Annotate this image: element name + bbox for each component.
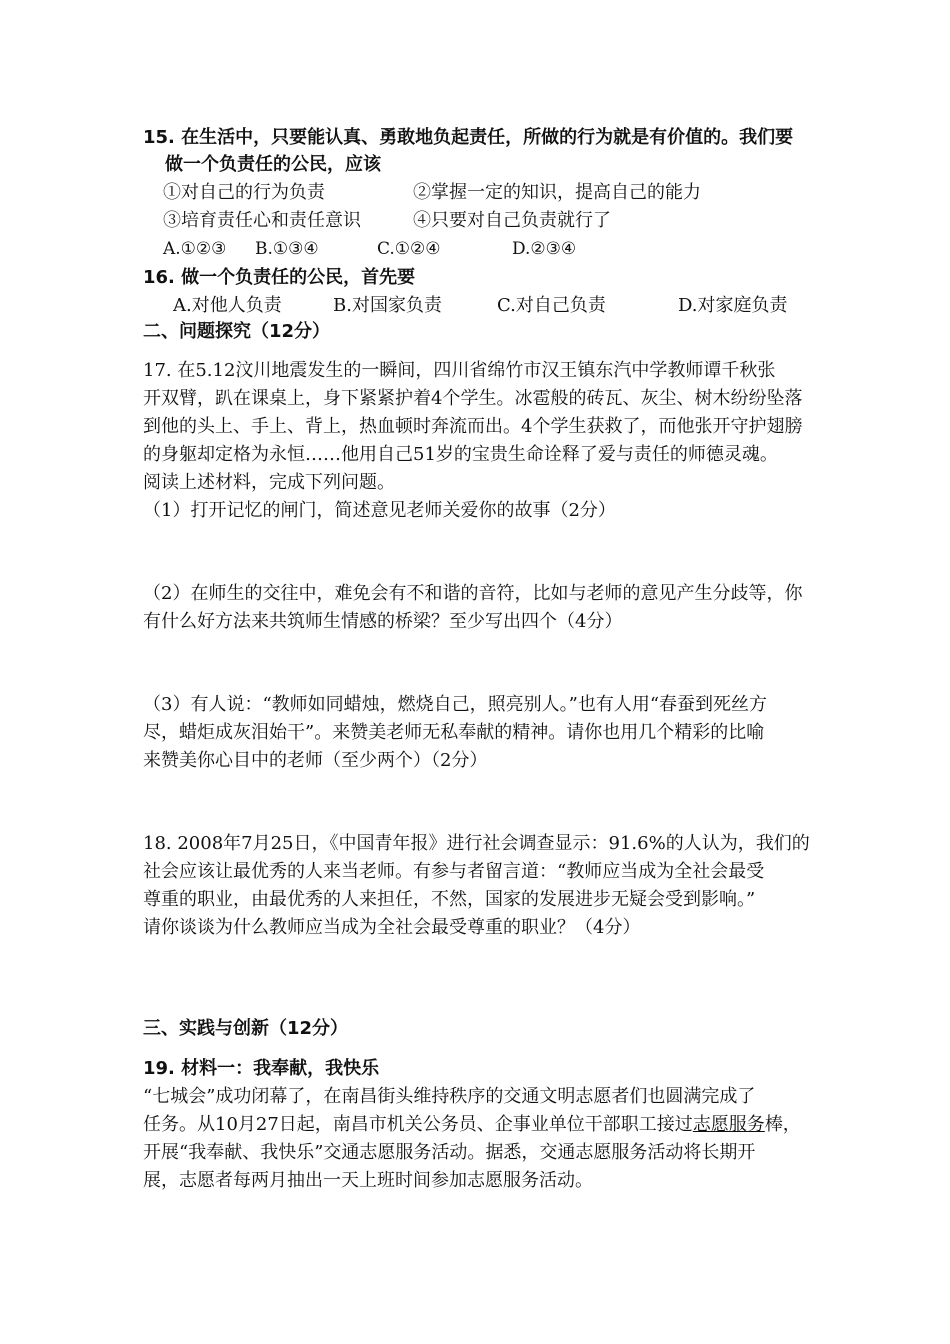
- q15-choice-a: A.①②③: [163, 239, 227, 259]
- q15-choice-c: C.①②④: [377, 239, 441, 259]
- volunteer-service-link[interactable]: 志愿服务: [692, 1114, 765, 1135]
- q17-passage-line: 开双臂，趴在课桌上，身下紧紧护着4个学生。冰雹般的砖瓦、灰尘、树木纷纷坠落: [143, 388, 803, 409]
- q19-passage-line2: [143, 1113, 801, 1137]
- q17-sub-question-3-line1: （3）有人说：“教师如同蜡烛，燃烧自己，照亮别人。”也有人用“春蚕到死丝方: [143, 694, 768, 715]
- q17-passage-line: 阅读上述材料，完成下列问题。: [143, 472, 395, 493]
- q17-sub-question-1: （1）打开记忆的闸门，简述意见老师关爱你的故事（2分）: [143, 500, 616, 521]
- q17-passage-line: 17. 在5.12汶川地震发生的一瞬间，四川省绵竹市汉王镇东汽中学教师谭千秋张: [143, 360, 776, 381]
- q18-passage-line: 请你谈谈为什么教师应当成为全社会最受尊重的职业？（4分）: [143, 917, 641, 938]
- q16-choice-b: B.对国家负责: [333, 295, 442, 316]
- q19-passage-line4: 展，志愿者每两月抽出一天上班时间参加志愿服务活动。: [143, 1170, 593, 1191]
- section-2-heading: 二、问题探究（12分）: [143, 321, 331, 342]
- q18-passage-line: 18. 2008年7月25日，《中国青年报》进行社会调查显示：91.6%的人认为，我们的: [143, 833, 810, 854]
- q15-option-3: ③培育责任心和责任意识: [163, 210, 361, 231]
- q17-passage-line: 的身躯却定格为永恒……他用自己51岁的宝贵生命诠释了爱与责任的师德灵魂。: [143, 444, 778, 465]
- q17-sub-question-3-line2: 尽，蜡炬成灰泪始干”。来赞美老师无私奉献的精神。请你也用几个精彩的比喻: [143, 722, 765, 743]
- section-3-heading: 三、实践与创新（12分）: [143, 1018, 349, 1039]
- q15-option-2: ②掌握一定的知识，提高自己的能力: [413, 182, 701, 203]
- q16-stem: 16. 做一个负责任的公民，首先要: [143, 267, 416, 288]
- q16-choice-c: C.对自己负责: [497, 295, 606, 316]
- q15-choice-d: D.②③④: [512, 239, 577, 259]
- q17-sub-question-3-line3: 来赞美你心目中的老师（至少两个）（2分）: [143, 750, 488, 771]
- q16-choice-d: D.对家庭负责: [678, 295, 788, 316]
- q17-sub-question-2-line2: 有什么好方法来共筑师生情感的桥梁？至少写出四个（4分）: [143, 611, 623, 632]
- q15-choice-b: B.①③④: [255, 239, 319, 259]
- q19-passage-line3: 开展“我奉献、我快乐”交通志愿服务活动。据悉，交通志愿服务活动将长期开: [143, 1142, 756, 1163]
- q17-sub-question-2-line1: （2）在师生的交往中，难免会有不和谐的音符，比如与老师的意见产生分歧等，你: [143, 583, 803, 604]
- q17-passage-line: 到他的头上、手上、背上，热血顿时奔流而出。4个学生获救了，而他张开守护翅膀: [143, 416, 803, 437]
- q15-option-1: ①对自己的行为负责: [163, 182, 325, 203]
- q18-passage-line: 尊重的职业，由最优秀的人来担任，不然，国家的发展进步无疑会受到影响。”: [143, 889, 756, 910]
- q19-passage-line1: “七城会”成功闭幕了，在南昌街头维持秩序的交通文明志愿者们也圆满完成了: [143, 1086, 756, 1107]
- q19-passage-line2-end: 棒，: [764, 1114, 801, 1135]
- q15-stem-line2: 做一个负责任的公民，应该: [165, 154, 381, 175]
- q19-passage-line2-text: 任务。从10月27日起，南昌市机关公务员、企事业单位干部职工接过: [143, 1114, 693, 1135]
- q15-stem-line1: 15. 在生活中，只要能认真、勇敢地负起责任，所做的行为就是有价值的。我们要: [143, 127, 794, 148]
- q19-material-title: 19. 材料一：我奉献，我快乐: [143, 1058, 380, 1079]
- q15-option-4: ④只要对自己负责就行了: [413, 210, 611, 231]
- q18-passage-line: 社会应该让最优秀的人来当老师。有参与者留言道：“教师应当成为全社会最受: [143, 861, 765, 882]
- q16-choice-a: A.对他人负责: [173, 295, 282, 316]
